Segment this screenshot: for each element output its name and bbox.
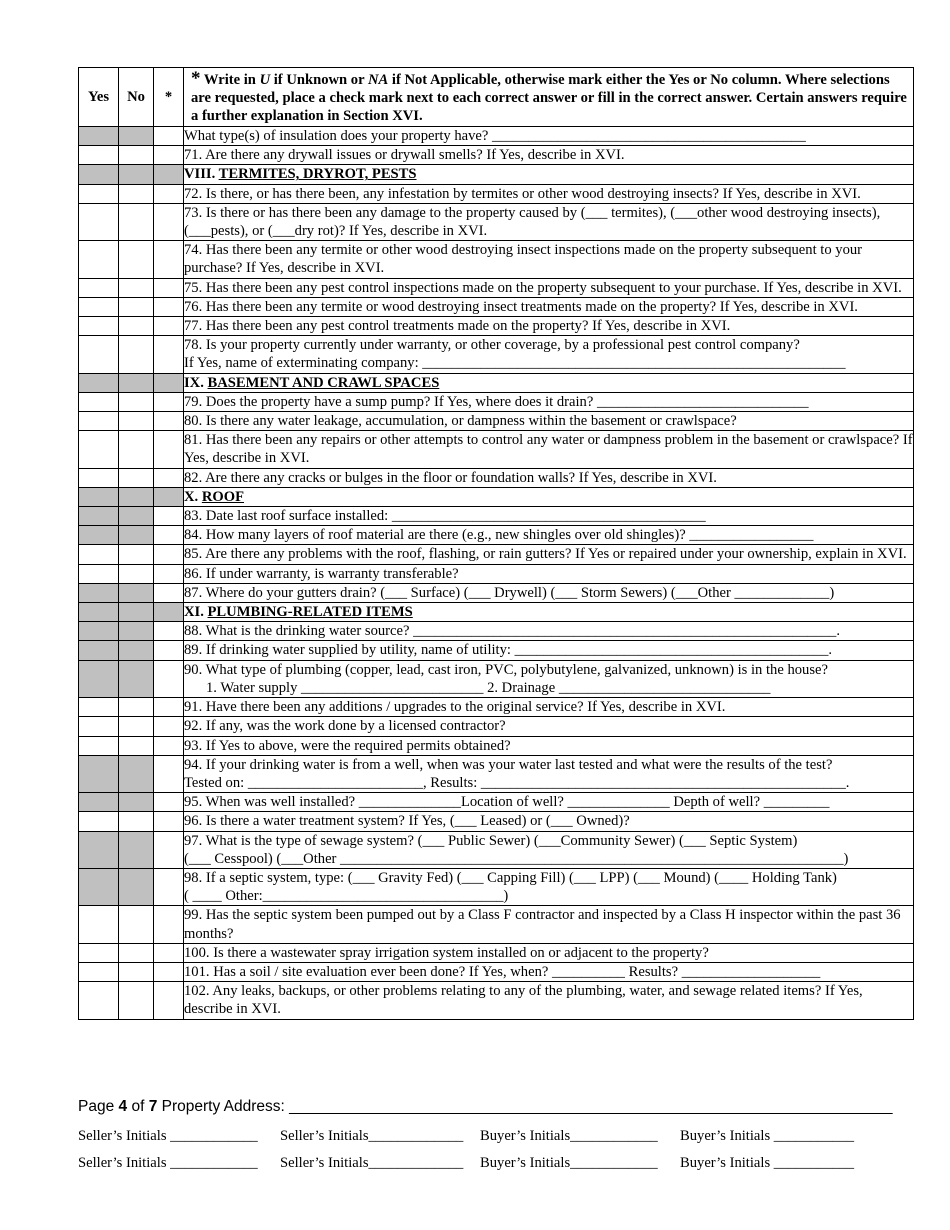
star-cell[interactable]: [154, 241, 184, 278]
seller-initials-field[interactable]: Seller’s Initials_____________: [280, 1155, 464, 1171]
buyer-initials-field[interactable]: Buyer’s Initials ___________: [680, 1128, 855, 1144]
star-cell[interactable]: [154, 831, 184, 868]
buyer-initials-field[interactable]: Buyer’s Initials____________: [480, 1128, 658, 1144]
seller-initials-field[interactable]: Seller’s Initials ____________: [78, 1155, 258, 1171]
star-cell[interactable]: [154, 755, 184, 792]
yes-cell[interactable]: [79, 982, 119, 1019]
question-74: 74. Has there been any termite or other wood destroying insect inspections made on the property subsequent to your purchase? If Yes, describe in XVI.: [184, 241, 914, 278]
seller-initials-field[interactable]: Seller’s Initials ____________: [78, 1128, 258, 1144]
question-102: 102. Any leaks, backups, or other problems relating to any of the plumbing, water, and sewage related items? If Yes, describe in XVI.: [184, 982, 914, 1019]
question-101: 101. Has a soil / site evaluation ever been done? If Yes, when? __________ Results? ___________________: [184, 962, 914, 981]
question-79: 79. Does the property have a sump pump? If Yes, where does it drain? _____________________________: [184, 392, 914, 411]
section-heading-x: X. ROOF: [184, 487, 914, 506]
question-95: 95. When was well installed? ______________Location of well? ______________ Depth of well? _________: [184, 793, 914, 812]
no-cell[interactable]: [119, 412, 154, 431]
star-cell[interactable]: [154, 336, 184, 373]
question-99: 99. Has the septic system been pumped out by a Class F contractor and inspected by a Class H inspector within the past 36 months?: [184, 906, 914, 943]
question-86: 86. If under warranty, is warranty transferable?: [184, 564, 914, 583]
seller-initials-field[interactable]: Seller’s Initials_____________: [280, 1128, 464, 1144]
no-cell[interactable]: [119, 146, 154, 165]
no-cell[interactable]: [119, 962, 154, 981]
no-cell[interactable]: [119, 317, 154, 336]
page-footer: Page 4 of 7 Property Address: ______________________________________________________________________: [78, 1098, 893, 1115]
question-80: 80. Is there any water leakage, accumulation, or dampness within the basement or crawlspace?: [184, 412, 914, 431]
section-heading-xi: XI. PLUMBING-RELATED ITEMS: [184, 603, 914, 622]
no-cell[interactable]: [119, 717, 154, 736]
yes-cell[interactable]: [79, 392, 119, 411]
yes-cell[interactable]: [79, 146, 119, 165]
question-89: 89. If drinking water supplied by utility, name of utility: ___________________________________________.: [184, 641, 914, 660]
star-cell[interactable]: [154, 412, 184, 431]
star-cell[interactable]: [154, 583, 184, 602]
yes-cell[interactable]: [79, 336, 119, 373]
no-cell[interactable]: [119, 127, 154, 146]
question-100: 100. Is there a wastewater spray irrigation system installed on or adjacent to the property?: [184, 943, 914, 962]
no-cell[interactable]: [119, 564, 154, 583]
star-cell[interactable]: [154, 793, 184, 812]
question-85: 85. Are there any problems with the roof, flashing, or rain gutters? If Yes or repaired under your ownership, explain in XVI.: [184, 545, 914, 564]
question-93: 93. If Yes to above, were the required permits obtained?: [184, 736, 914, 755]
star-cell[interactable]: [154, 278, 184, 297]
star-cell[interactable]: [154, 622, 184, 641]
star-cell[interactable]: [154, 564, 184, 583]
star-cell[interactable]: [154, 982, 184, 1019]
section-heading-viii: VIII. TERMITES, DRYROT, PESTS: [184, 165, 914, 184]
star-cell[interactable]: [154, 468, 184, 487]
yes-cell[interactable]: [79, 278, 119, 297]
buyer-initials-field[interactable]: Buyer’s Initials____________: [480, 1155, 658, 1171]
no-cell[interactable]: [119, 812, 154, 831]
property-address-field[interactable]: Property Address: ______________________________________________________________________: [157, 1098, 893, 1115]
star-cell[interactable]: [154, 545, 184, 564]
yes-cell[interactable]: [79, 943, 119, 962]
star-cell[interactable]: [154, 392, 184, 411]
star-cell[interactable]: [154, 146, 184, 165]
yes-cell[interactable]: [79, 564, 119, 583]
question-72: 72. Is there, or has there been, any infestation by termites or other wood destroying insects? If Yes, describe in XVI.: [184, 184, 914, 203]
yes-cell[interactable]: [79, 468, 119, 487]
yes-cell[interactable]: [79, 431, 119, 468]
question-98: 98. If a septic system, type: (___ Gravity Fed) (___ Capping Fill) (___ LPP) (___ Mound) (____ Holding Tank) ( ____ Other:_________________________________): [184, 868, 914, 905]
yes-cell[interactable]: [79, 812, 119, 831]
star-cell[interactable]: [154, 317, 184, 336]
question-94: 94. If your drinking water is from a well, when was your water last tested and what were the results of the test? Tested on: ________________________, Results: __________________________________________________.: [184, 755, 914, 792]
yes-cell[interactable]: [79, 297, 119, 316]
star-cell[interactable]: [154, 526, 184, 545]
star-cell[interactable]: [154, 184, 184, 203]
question-81: 81. Has there been any repairs or other attempts to control any water or dampness problem in the basement or crawlspace? If Yes, describe in XVI.: [184, 432, 913, 467]
no-cell[interactable]: [119, 241, 154, 278]
yes-cell[interactable]: [79, 412, 119, 431]
yes-cell[interactable]: [79, 906, 119, 943]
question-73: 73. Is there or has there been any damage to the property caused by (___ termites), (___other wood destroying insects), (___pests), or (___dry rot)? If Yes, describe in XVI.: [184, 203, 914, 240]
question-84: 84. How many layers of roof material are there (e.g., new shingles over old shingles)? _________________: [184, 526, 914, 545]
no-cell[interactable]: [119, 392, 154, 411]
star-cell[interactable]: [154, 736, 184, 755]
no-cell[interactable]: [119, 736, 154, 755]
star-cell[interactable]: [154, 868, 184, 905]
no-cell[interactable]: [119, 336, 154, 373]
no-cell[interactable]: [119, 297, 154, 316]
yes-cell[interactable]: [79, 717, 119, 736]
no-cell[interactable]: [119, 545, 154, 564]
yes-cell[interactable]: [79, 127, 119, 146]
yes-cell[interactable]: [79, 698, 119, 717]
no-cell[interactable]: [119, 982, 154, 1019]
instructions-note: * Write in U if Unknown or NA if Not Applicable, otherwise mark either the Yes or No column. Where selections are requested, place a check mark next to each correct answer or fill in the correct answer. Certain answers require a further explanation in Section XVI.: [184, 68, 914, 127]
initials-row: [78, 1128, 898, 1145]
question-77: 77. Has there been any pest control treatments made on the property? If Yes, describe in XVI.: [184, 317, 914, 336]
question-78: 78. Is your property currently under warranty, or other coverage, by a professional pest control company? If Yes, name of exterminating company: __________________________________________________________: [184, 336, 914, 373]
question-88: 88. What is the drinking water source? __________________________________________________________.: [184, 622, 914, 641]
star-cell[interactable]: [154, 507, 184, 526]
question-91: 91. Have there been any additions / upgrades to the original service? If Yes, describe in XVI.: [184, 698, 914, 717]
yes-cell[interactable]: [79, 241, 119, 278]
page-total: 7: [148, 1098, 158, 1115]
yes-cell[interactable]: [79, 545, 119, 564]
star-cell[interactable]: [154, 962, 184, 981]
buyer-initials-field[interactable]: Buyer’s Initials ___________: [680, 1155, 855, 1171]
no-cell[interactable]: [119, 431, 154, 468]
question-96: 96. Is there a water treatment system? If Yes, (___ Leased) or (___ Owned)?: [184, 812, 914, 831]
yes-cell[interactable]: [79, 736, 119, 755]
no-cell[interactable]: [119, 203, 154, 240]
question-83: 83. Date last roof surface installed: ___________________________________________: [184, 507, 914, 526]
yes-cell[interactable]: [79, 203, 119, 240]
question-71: 71. Are there any drywall issues or drywall smells? If Yes, describe in XVI.: [184, 146, 914, 165]
no-cell[interactable]: [119, 468, 154, 487]
yes-column-header: Yes: [79, 68, 119, 127]
star-cell[interactable]: [154, 203, 184, 240]
yes-cell[interactable]: [79, 184, 119, 203]
question-76: 76. Has there been any termite or wood destroying insect treatments made on the property? If Yes, describe in XVI.: [184, 297, 914, 316]
question-75: 75. Has there been any pest control inspections made on the property subsequent to your purchase. If Yes, describe in XVI.: [184, 278, 914, 297]
star-cell[interactable]: [154, 641, 184, 660]
page-number: 4: [118, 1098, 128, 1115]
question-insulation: What type(s) of insulation does your property have? ___________________________________________: [184, 127, 914, 146]
star-cell[interactable]: [154, 127, 184, 146]
yes-cell[interactable]: [79, 317, 119, 336]
no-cell[interactable]: [119, 698, 154, 717]
star-cell[interactable]: [154, 297, 184, 316]
no-cell[interactable]: [119, 278, 154, 297]
question-90: 90. What type of plumbing (copper, lead, cast iron, PVC, polybutylene, galvanized, unknown) is in the house? 1. Water supply _________________________ 2. Drainage _____________________________: [184, 660, 914, 697]
star-cell[interactable]: [154, 906, 184, 943]
section-heading-ix: IX. BASEMENT AND CRAWL SPACES: [184, 373, 914, 392]
initials-row: [78, 1155, 898, 1172]
star-cell[interactable]: [154, 660, 184, 697]
question-92: 92. If any, was the work done by a licensed contractor?: [184, 717, 914, 736]
star-cell[interactable]: [154, 717, 184, 736]
no-cell[interactable]: [119, 906, 154, 943]
yes-cell[interactable]: [79, 962, 119, 981]
star-cell[interactable]: [154, 698, 184, 717]
star-column-header: *: [154, 68, 184, 127]
star-cell[interactable]: [154, 431, 184, 468]
no-cell[interactable]: [119, 184, 154, 203]
star-cell[interactable]: [154, 812, 184, 831]
question-87: 87. Where do your gutters drain? (___ Surface) (___ Drywell) (___ Storm Sewers) (___Other _____________): [184, 583, 914, 602]
no-column-header: No: [119, 68, 154, 127]
no-cell[interactable]: [119, 943, 154, 962]
star-cell[interactable]: [154, 943, 184, 962]
disclosure-table: [78, 67, 914, 1020]
question-82: 82. Are there any cracks or bulges in the floor or foundation walls? If Yes, describe in XVI.: [184, 468, 914, 487]
question-97: 97. What is the type of sewage system? (___ Public Sewer) (___Community Sewer) (___ Septic System) (___ Cesspool) (___Other _____________________________________________________________________): [184, 831, 914, 868]
